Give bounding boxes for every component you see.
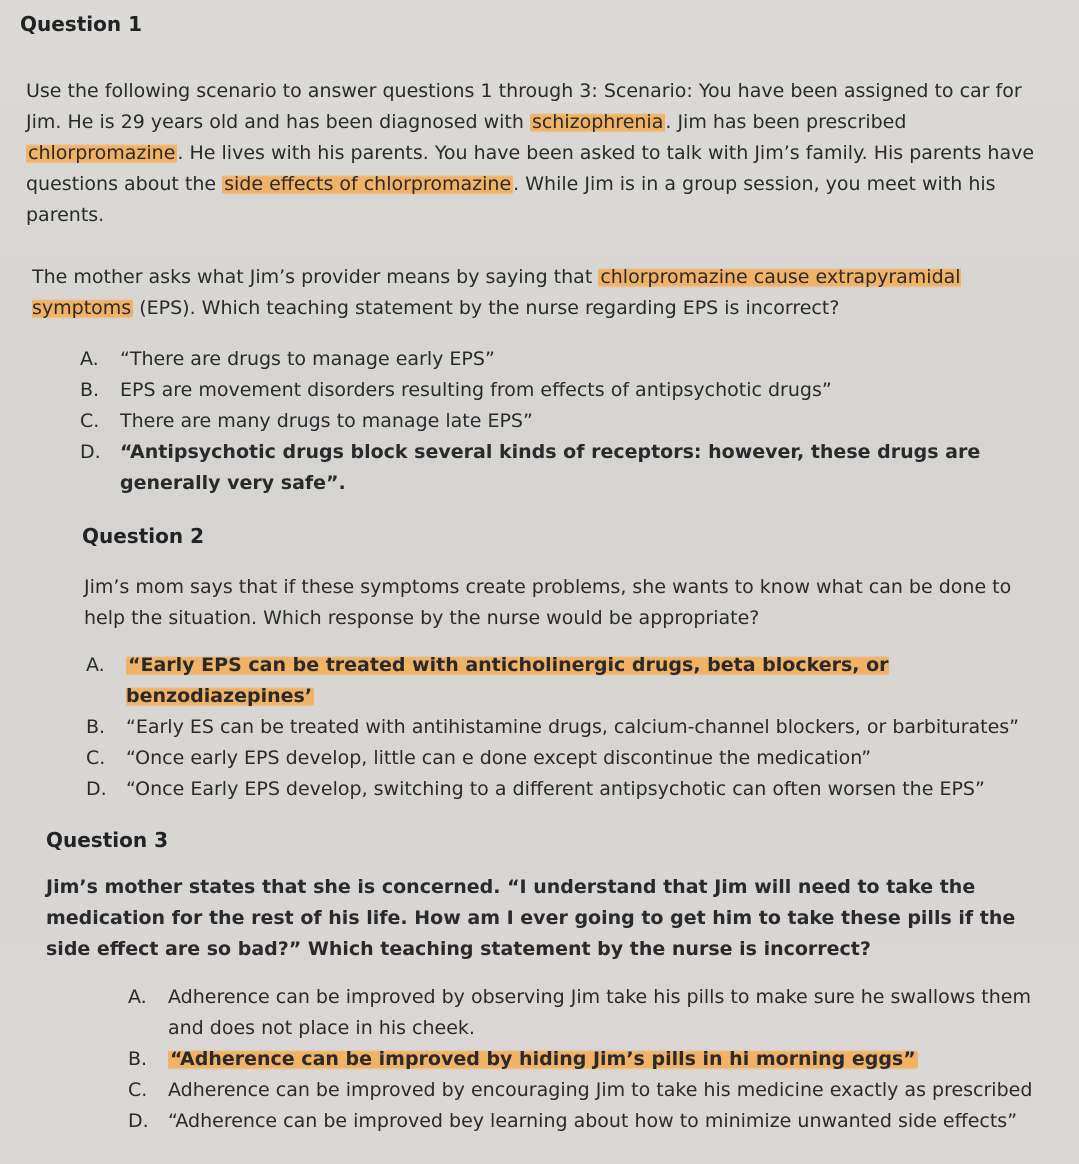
question-1-prompt (32, 262, 1032, 324)
q3-option-b-letter: B. (128, 1048, 148, 1070)
question-1-heading: Question 1 (20, 12, 142, 36)
q3-option-b[interactable] (128, 1044, 1053, 1075)
q1-prompt-text-2: (EPS). Which teaching statement by the nurse regarding EPS is incorrect? (133, 297, 840, 319)
q3-option-c[interactable] (128, 1075, 1053, 1106)
q3-option-a-letter: A. (128, 986, 147, 1008)
highlight-eps: chlorpromazine cause extrapyramidal symptoms (32, 266, 961, 319)
q3-option-d[interactable] (128, 1106, 1053, 1137)
scenario-text-2: . Jim has been prescribed (665, 111, 907, 133)
q1-option-c-text: There are many drugs to manage late EPS” (120, 410, 533, 432)
question-3-prompt: Jim’s mother states that she is concerned. “I understand that Jim will need to take the medication for the rest of his life. How am I ever going to get him to take these pills if the side effect are so bad?” Which teaching statement by the nurse is incorrect? (46, 876, 1016, 960)
question-3-heading: Question 3 (46, 828, 168, 852)
q2-option-d-letter: D. (86, 778, 107, 800)
q3-option-a[interactable] (128, 982, 1053, 1044)
question-3-options (128, 982, 1053, 1137)
question-1-options (80, 344, 1045, 499)
question-2-options (86, 650, 1051, 805)
q3-option-d-text: “Adherence can be improved bey learning about how to minimize unwanted side effects” (168, 1110, 1018, 1132)
scenario-text-4: . While Jim is in a group session, you meet with his parents. (26, 173, 996, 226)
q1-option-a-text: “There are drugs to manage early EPS” (120, 348, 495, 370)
highlight-chlorpromazine: chlorpromazine (28, 142, 176, 164)
q1-prompt-text-1: The mother asks what Jim’s provider means by saying that (32, 266, 599, 288)
q3-option-c-letter: C. (128, 1079, 148, 1101)
scenario-text-1: Use the following scenario to answer questions 1 through 3: Scenario: You have been assigned to car for Jim. He is 29 years old and has been diagnosed with (26, 80, 1022, 133)
q2-option-d[interactable] (86, 774, 1051, 805)
q3-option-d-letter: D. (128, 1110, 149, 1132)
highlight-schizophrenia: schizophrenia (531, 111, 664, 133)
q1-option-d-text: “Antipsychotic drugs block several kinds of receptors: however, these drugs are generally very safe”. (120, 441, 981, 494)
q2-option-b-text: “Early ES can be treated with antihistamine drugs, calcium-channel blockers, or barbiturates” (126, 716, 1020, 738)
q3-option-c-text: Adherence can be improved by encouraging Jim to take his medicine exactly as prescribed (168, 1079, 1033, 1101)
q1-option-b-letter: B. (80, 379, 100, 401)
q1-option-a-letter: A. (80, 348, 99, 370)
q2-option-d-text: “Once Early EPS develop, switching to a different antipsychotic can often worsen the EPS” (126, 778, 985, 800)
scenario-paragraph (26, 76, 1044, 231)
q2-option-a-letter: A. (86, 654, 105, 676)
highlight-side-effects: side effects of chlorpromazine (224, 173, 512, 195)
q2-option-c-letter: C. (86, 747, 106, 769)
q1-option-b-text: EPS are movement disorders resulting from effects of antipsychotic drugs” (120, 379, 832, 401)
q2-option-c[interactable] (86, 743, 1051, 774)
q1-option-d[interactable] (80, 437, 1045, 499)
scenario-text-3: . He lives with his parents. You have been asked to talk with Jim’s family. His parents have questions about the (26, 142, 1035, 195)
q2-option-c-text: “Once early EPS develop, little can e done except discontinue the medication” (126, 747, 872, 769)
q2-option-b[interactable] (86, 712, 1051, 743)
q2-option-b-letter: B. (86, 716, 106, 738)
q1-option-c-letter: C. (80, 410, 100, 432)
q2-option-a-text: “Early EPS can be treated with anticholinergic drugs, beta blockers, or benzodiazepines’ (126, 654, 889, 707)
q1-option-b[interactable] (80, 375, 1045, 406)
q1-option-c[interactable] (80, 406, 1045, 437)
q3-option-b-text: “Adherence can be improved by hiding Jim’s pills in hi morning eggs” (170, 1048, 916, 1070)
q1-option-a[interactable] (80, 344, 1045, 375)
question-2-heading: Question 2 (82, 524, 204, 548)
q2-option-a[interactable] (86, 650, 1051, 712)
q1-option-d-letter: D. (80, 441, 101, 463)
q3-option-a-text: Adherence can be improved by observing Jim take his pills to make sure he swallows them and does not place in his cheek. (168, 986, 1031, 1039)
question-2-prompt: Jim’s mom says that if these symptoms create problems, she wants to know what can be done to help the situation. Which response by the nurse would be appropriate? (84, 576, 1012, 629)
